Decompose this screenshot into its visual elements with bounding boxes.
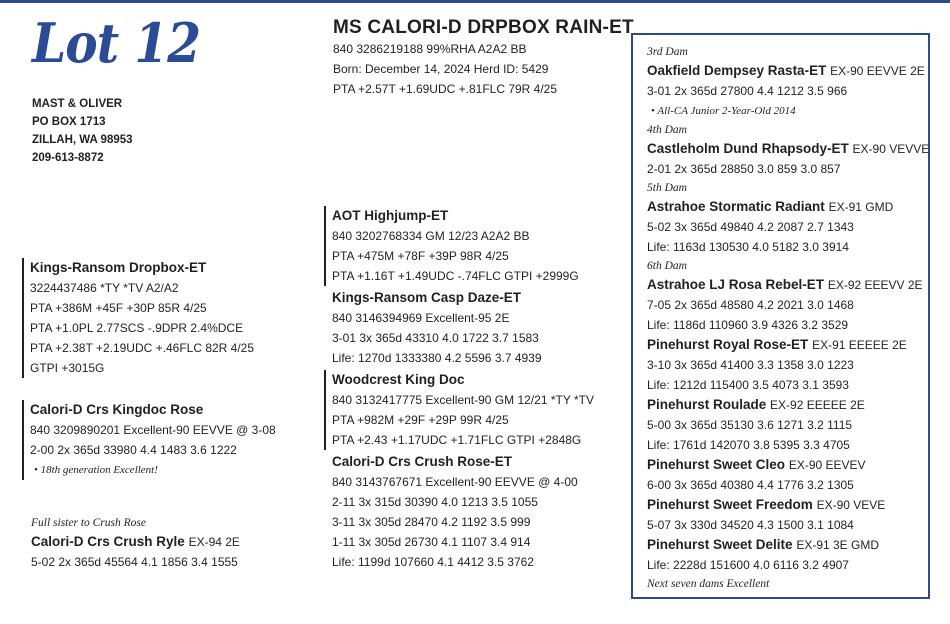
ancestor-dam-classification: EX-92 EEEEE 2E xyxy=(770,398,865,412)
ancestor-dam-classification: EX-90 VEVE xyxy=(816,498,886,512)
third-dam-classification: EX-90 EEVVE 2E xyxy=(830,64,925,78)
fifth-dam-label: 5th Dam xyxy=(647,182,687,194)
pedigree-line: 840 3143767671 Excellent-90 EEVVE @ 4-00 xyxy=(332,475,578,489)
dam-line: 840 3209890201 Excellent-90 EEVVE @ 3-08 xyxy=(30,423,276,437)
dam-line: 2-00 2x 365d 33980 4.4 1483 3.6 1222 xyxy=(30,443,237,457)
pedigree-line: 840 3132417775 Excellent-90 GM 12/21 *TY *TV xyxy=(332,393,594,407)
animal-name: MS CALORI-D DRPBOX RAIN-ET xyxy=(333,17,634,38)
pedigree-sire-block xyxy=(324,206,579,286)
fourth-dam-classification: EX-90 VEVVE xyxy=(852,142,930,156)
third-dam-note: • All-CA Junior 2-Year-Old 2014 xyxy=(651,105,796,117)
ancestor-dam-name xyxy=(647,335,928,355)
sixth-dam-name xyxy=(647,275,928,295)
sixth-dam-life: Life: 1186d 110960 3.9 4326 3.2 3529 xyxy=(647,318,849,332)
ancestor-dam-line: 6-00 3x 365d 40380 4.4 1776 3.2 1305 xyxy=(647,478,854,492)
ancestor-dam-name-text: Pinehurst Roulade xyxy=(647,397,767,412)
ancestor-dam-name xyxy=(647,535,928,555)
ancestor-dam-classification: EX-91 EEEEE 2E xyxy=(812,338,907,352)
third-dam-note-text: All-CA Junior 2-Year-Old 2014 xyxy=(657,105,796,117)
third-dam-line: 3-01 2x 365d 27800 4.4 1212 3.5 966 xyxy=(647,84,848,98)
pedigree-line: 3-11 3x 305d 28470 4.2 1192 3.5 999 xyxy=(332,515,531,529)
full-sister-classification: EX-94 2E xyxy=(188,535,240,549)
sire-block xyxy=(22,258,254,378)
consignor-city: ZILLAH, WA 98953 xyxy=(32,134,133,146)
consignor-address xyxy=(32,95,133,167)
ancestor-dam-classification: EX-90 EEVEV xyxy=(788,458,866,472)
pedigree-line: 1-11 3x 305d 26730 4.1 1107 3.4 914 xyxy=(332,535,531,549)
pedigree-line: PTA +475M +78F +39P 98R 4/25 xyxy=(332,249,509,263)
ancestor-dam-life: Life: 1761d 142070 3.8 5395 3.3 4705 xyxy=(647,438,850,452)
ancestor-dam-life: Life: 2228d 151600 4.0 6116 3.2 4907 xyxy=(647,558,849,572)
sire-line: GTPI +3015G xyxy=(30,361,105,375)
pedigree-name: Woodcrest King Doc xyxy=(332,372,465,387)
fourth-dam-label: 4th Dam xyxy=(647,124,687,136)
ancestor-dam-name xyxy=(647,495,928,515)
dam-note: • 18th generation Excellent! xyxy=(34,464,158,476)
fourth-dam-name xyxy=(647,139,928,159)
ancestor-dam-name-text: Pinehurst Sweet Freedom xyxy=(647,497,813,512)
pedigree-line: 3-01 3x 365d 43310 4.0 1722 3.7 1583 xyxy=(332,331,539,345)
ancestor-dam-name xyxy=(647,455,928,475)
ancestor-dam-line: 3-10 3x 365d 41400 3.3 1358 3.0 1223 xyxy=(647,358,854,372)
pedigree-line: Life: 1270d 1333380 4.2 5596 3.7 4939 xyxy=(332,351,542,365)
sixth-dam-line: 7-05 2x 365d 48580 4.2 2021 3.0 1468 xyxy=(647,298,854,312)
sixth-dam-name-text: Astrahoe LJ Rosa Rebel-ET xyxy=(647,277,825,292)
pedigree-line: 840 3202768334 GM 12/23 A2A2 BB xyxy=(332,229,530,243)
animal-pta-line: PTA +2.57T +1.69UDC +.81FLC 79R 4/25 xyxy=(333,82,558,96)
ancestor-dam-line: 5-07 3x 330d 34520 4.3 1500 3.1 1084 xyxy=(647,518,854,532)
pedigree-line: 840 3146394969 Excellent-95 2E xyxy=(332,311,510,325)
pedigree-dam-sire-block xyxy=(324,370,594,450)
third-dam-name xyxy=(647,61,928,81)
sire-line: PTA +2.38T +2.19UDC +.46FLC 82R 4/25 xyxy=(30,341,255,355)
ancestor-dam-name-text: Pinehurst Royal Rose-ET xyxy=(647,337,809,352)
full-sister-name xyxy=(31,532,240,552)
pedigree-name: Kings-Ransom Casp Daze-ET xyxy=(332,290,522,305)
third-dam-name-text: Oakfield Dempsey Rasta-ET xyxy=(647,63,827,78)
fifth-dam-line: 5-02 3x 365d 49840 4.2 2087 2.7 1343 xyxy=(647,220,854,234)
top-rule xyxy=(0,0,950,3)
consignor-po-box: PO BOX 1713 xyxy=(32,116,106,128)
pedigree-line: PTA +2.43 +1.17UDC +1.71FLC GTPI +2848G xyxy=(332,433,582,447)
ancestor-dam-line: 5-00 3x 365d 35130 3.6 1271 3.2 1115 xyxy=(647,418,853,432)
pedigree-line: Life: 1199d 107660 4.1 4412 3.5 3762 xyxy=(332,555,534,569)
sixth-dam-label: 6th Dam xyxy=(647,260,687,272)
sire-name: Kings-Ransom Dropbox-ET xyxy=(30,260,207,275)
dam-note-text: 18th generation Excellent! xyxy=(40,464,158,476)
sixth-dam-classification: EX-92 EEEVV 2E xyxy=(827,278,923,292)
pedigree-sire-dam-block xyxy=(332,288,542,368)
consignor-name: MAST & OLIVER xyxy=(32,98,123,110)
full-sister-name-text: Calori-D Crs Crush Ryle xyxy=(31,534,185,549)
animal-birth-line: Born: December 14, 2024 Herd ID: 5429 xyxy=(333,62,549,76)
lot-title: Lot 12 xyxy=(32,11,201,75)
pedigree-name: AOT Highjump-ET xyxy=(332,208,449,223)
fourth-dam-name-text: Castleholm Dund Rhapsody-ET xyxy=(647,141,849,156)
dam-line-footer: Next seven dams Excellent xyxy=(647,578,770,590)
pedigree-line: 2-11 3x 315d 30390 4.0 1213 3.5 1055 xyxy=(332,495,538,509)
dam-name: Calori-D Crs Kingdoc Rose xyxy=(30,402,204,417)
dam-block xyxy=(22,400,276,480)
consignor-phone: 209-613-8872 xyxy=(32,152,104,164)
full-sister-block xyxy=(31,514,240,572)
pedigree-line: PTA +1.16T +1.49UDC -.74FLC GTPI +2999G xyxy=(332,269,579,283)
dam-line-box xyxy=(631,33,930,599)
animal-id-line: 840 3286219188 99%RHA A2A2 BB xyxy=(333,42,527,56)
full-sister-line: 5-02 2x 365d 45564 4.1 1856 3.4 1555 xyxy=(31,555,238,569)
pedigree-granddam-block xyxy=(332,452,578,572)
full-sister-label: Full sister to Crush Rose xyxy=(31,517,147,529)
fifth-dam-classification: EX-91 GMD xyxy=(828,200,894,214)
ancestor-dam-name-text: Pinehurst Sweet Cleo xyxy=(647,457,786,472)
fifth-dam-name-text: Astrahoe Stormatic Radiant xyxy=(647,199,825,214)
fifth-dam-name xyxy=(647,197,928,217)
third-dam-label: 3rd Dam xyxy=(647,46,688,58)
pedigree-line: PTA +982M +29F +29P 99R 4/25 xyxy=(332,413,509,427)
ancestor-dam-classification: EX-91 3E GMD xyxy=(796,538,880,552)
main-animal xyxy=(333,17,634,99)
sire-line: PTA +1.0PL 2.77SCS -.9DPR 2.4%DCE xyxy=(30,321,244,335)
fourth-dam-line: 2-01 2x 365d 28850 3.0 859 3.0 857 xyxy=(647,162,841,176)
pedigree-name: Calori-D Crs Crush Rose-ET xyxy=(332,454,513,469)
ancestor-dam-name-text: Pinehurst Sweet Delite xyxy=(647,537,793,552)
ancestor-dam-name xyxy=(647,395,928,415)
fifth-dam-life: Life: 1163d 130530 4.0 5182 3.0 3914 xyxy=(647,240,849,254)
sire-line: 3224437486 *TY *TV A2/A2 xyxy=(30,281,179,295)
ancestor-dam-life: Life: 1212d 115400 3.5 4073 3.1 3593 xyxy=(647,378,849,392)
sire-line: PTA +386M +45F +30P 85R 4/25 xyxy=(30,301,207,315)
